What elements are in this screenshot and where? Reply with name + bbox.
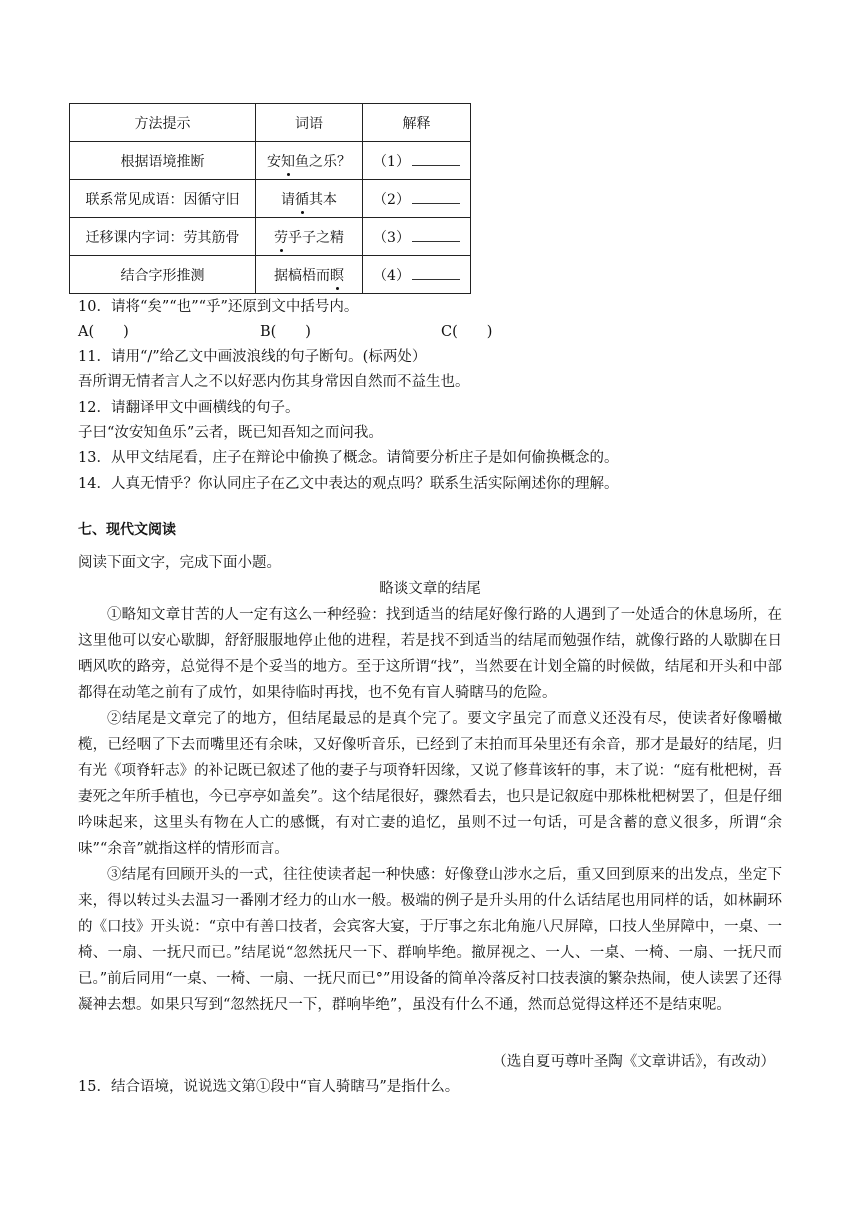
question-10: 10．请将“矣”“也”“乎”还原到文中括号内。 (78, 299, 359, 315)
dotted-char: 劳 (274, 227, 288, 247)
word-cell (256, 142, 363, 180)
question-12-text: 子曰“汝安知鱼乐”云者，既已知吾知之而问我。 (78, 425, 383, 441)
question-11-text: 吾所谓无情者言人之不以好恶内伤其身常因自然而不益生也。 (78, 374, 470, 390)
answer-label: （2） (373, 191, 410, 208)
answer-blank[interactable] (412, 153, 460, 166)
table-row (70, 218, 471, 256)
answer-label: （3） (373, 229, 410, 246)
article-title: 略谈文章的结尾 (379, 581, 481, 597)
table-header-cell: 词语 (256, 104, 363, 142)
word-text: 其本 (309, 191, 337, 208)
word-text: 请 (281, 191, 295, 208)
option-b[interactable]: B( ) (260, 324, 311, 340)
question-14: 14．人真无情乎？你认同庄子在乙文中表达的观点吗？联系生活实际阐述你的理解。 (78, 476, 619, 492)
word-cell (256, 256, 363, 294)
dotted-char: 循 (295, 189, 309, 209)
reading-intro: 阅读下面文字，完成下面小题。 (78, 555, 281, 571)
answer-cell (363, 142, 471, 180)
method-table (69, 103, 471, 294)
question-11: 11．请用“/”给乙文中画波浪线的句子断句。(标两处） (78, 349, 427, 365)
word-text: 鱼之乐？ (295, 153, 351, 170)
article-source: （选自夏丏尊叶圣陶《文章讲话》，有改动） (492, 1054, 775, 1070)
paragraph-2: ②结尾是文章完了的地方，但结尾最忌的是真个完了。要文字虽完了而意义还没有尽，使读者好像嚼橄榄，已经咽了下去而嘴里还有余味，又好像听音乐，已经到了末拍而耳朵里还有余音，那才是最好的结尾，归有光《项脊轩志》的补记既已叙述了他的妻子与项脊轩因缘，又说了修葺该轩的事，末了说：“庭有枇杷树，吾妻死之年所手植也，今已亭亭如盖矣”。这个结尾很好，骤然看去，也只是记叙庭中那株枇杷树罢了，但是仔细吟味起来，这里头有物在人亡的感慨，有对亡妻的追忆，虽则不过一句话，可是含蓄的意义很多，所谓“余味”“余音”就指这样的情形而言。 (78, 711, 782, 857)
method-cell: 结合字形推测 (70, 256, 256, 294)
paragraph-1: ①略知文章甘苦的人一定有这么一种经验：找到适当的结尾好像行路的人遇到了一处适合的休息场所，在这里他可以安心歇脚，舒舒服服地停止他的进程，若是找不到适当的结尾而勉强作结，就像行路的人歇脚在日晒风吹的路旁，总觉得不是个妥当的地方。至于这所谓“找”，当然要在计划全篇的时候做，结尾和开头和中部都得在动笔之前有了成竹，如果待临时再找，也不免有盲人骑瞎马的危险。 (78, 607, 782, 701)
table-row (70, 256, 471, 294)
method-cell: 迁移课内字词：劳其筋骨 (70, 218, 256, 256)
answer-blank[interactable] (412, 191, 460, 204)
paragraph-3: ③结尾有回顾开头的一式，往往使读者起一种快感：好像登山涉水之后，重又回到原来的出发点，坐定下来，得以转过头去温习一番刚才经力的山水一般。极端的例子是升头用的什么话结尾也用同样的话，如林嗣环的《口技》开头说：“京中有善口技者，会宾客大宴，于厅事之东北角施八尺屏障，口技人坐屏障中，一桌、一椅、一扇、一抚尺而已。”结尾说“忽然抚尺一下、群响毕绝。撤屏视之、一人、一桌、一椅、一扇、一抚尺而已。”前后同用“一桌、一椅、一扇、一抚尺而已°”用设备的简单冷落反衬口技表演的繁杂热闹，使人读罢了还得凝神去想。如果只写到“忽然抚尺一下，群响毕绝”，虽没有什么不通，然而总觉得这样还不是结束呢。 (78, 867, 782, 1013)
method-cell: 联系常见成语：因循守旧 (70, 180, 256, 218)
article-body (78, 602, 782, 1018)
table-header-cell: 方法提示 (70, 104, 256, 142)
table-header-row (70, 104, 471, 142)
word-text: 安 (267, 153, 281, 170)
answer-label: （4） (373, 267, 410, 284)
answer-cell (363, 218, 471, 256)
question-13: 13．从甲文结尾看，庄子在辩论中偷换了概念。请简要分析庄子是如何偷换概念的。 (78, 450, 619, 466)
method-cell: 根据语境推断 (70, 142, 256, 180)
answer-cell (363, 180, 471, 218)
table-row (70, 180, 471, 218)
word-cell (256, 180, 363, 218)
dotted-char: 瞑 (330, 265, 344, 285)
answer-blank[interactable] (412, 267, 460, 280)
answer-label: （1） (373, 153, 410, 170)
word-cell (256, 218, 363, 256)
table-header-cell: 解释 (363, 104, 471, 142)
question-12: 12．请翻译甲文中画横线的句子。 (78, 400, 300, 416)
word-text: 乎子之精 (288, 229, 344, 246)
table-row (70, 142, 471, 180)
section-heading: 七、现代文阅读 (78, 522, 176, 538)
option-a[interactable]: A( ) (78, 324, 129, 340)
word-text: 据槁梧而 (274, 267, 330, 284)
answer-cell (363, 256, 471, 294)
dotted-char: 知 (281, 151, 295, 171)
question-15: 15．结合语境，说说选文第①段中“盲人骑瞎马”是指什么。 (78, 1079, 460, 1095)
answer-blank[interactable] (412, 229, 460, 242)
option-c[interactable]: C( ) (441, 324, 493, 340)
